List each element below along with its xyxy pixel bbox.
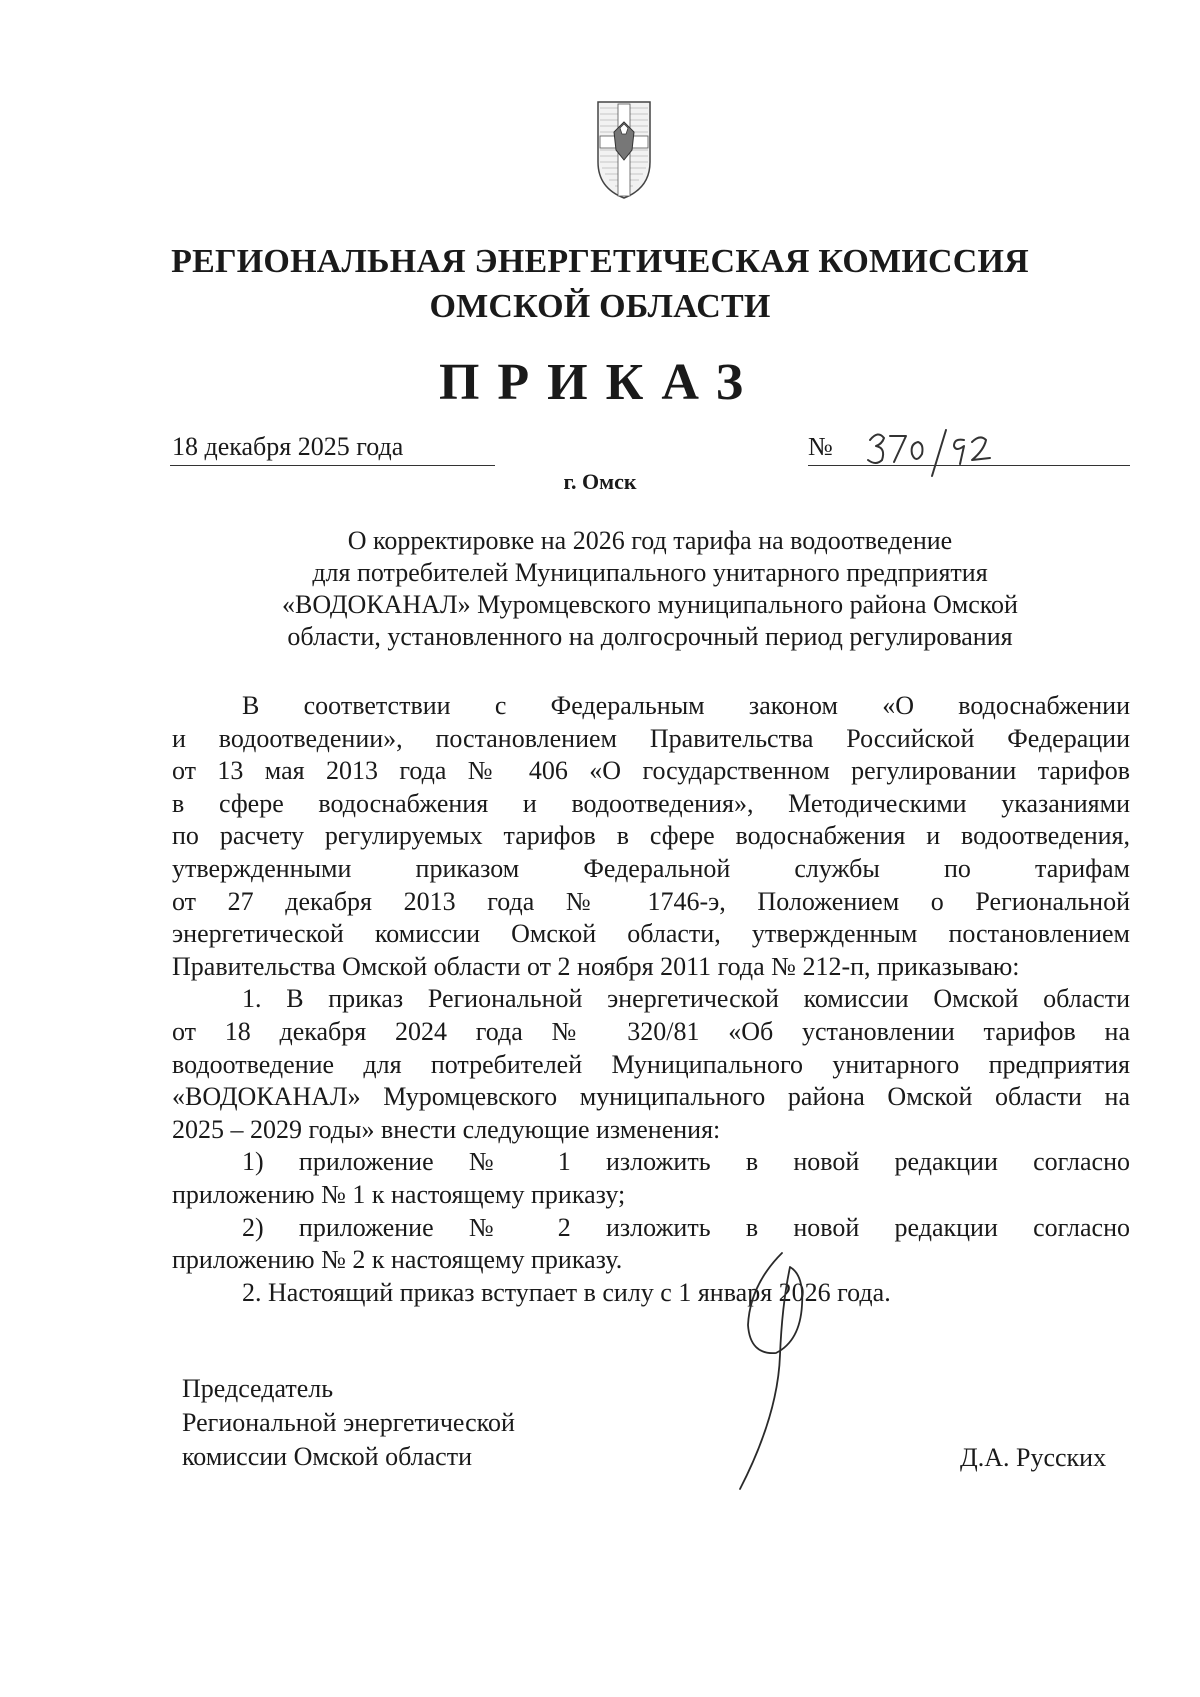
subject-line: области, установленного на долгосрочный период регулирования xyxy=(287,622,1013,651)
body-line: 2. Настоящий приказ вступает в силу с 1 января 2026 года. xyxy=(242,1277,891,1307)
organization-name: РЕГИОНАЛЬНАЯ ЭНЕРГЕТИЧЕСКАЯ КОМИССИЯ xyxy=(171,243,1029,280)
body-line: от 13 мая 2013 года № 406 «О государственном регулировании тарифов xyxy=(172,756,1130,786)
coat-of-arms-icon xyxy=(596,100,652,200)
body-line: энергетической комиссии Омской области, утвержденным постановлением xyxy=(172,919,1130,949)
signatory-line: Председатель xyxy=(182,1374,334,1403)
signatory-name: Д.А. Русских xyxy=(960,1443,1107,1472)
body-line: утвержденными приказом Федеральной службы по тарифам xyxy=(172,853,1130,883)
body-line: по расчету регулируемых тарифов в сфере водоснабжения и водоотведения, xyxy=(172,821,1130,851)
handwritten-signature xyxy=(720,1245,860,1495)
document-number-label: № xyxy=(808,432,833,461)
organization-region: ОМСКОЙ ОБЛАСТИ xyxy=(429,288,771,325)
signatory-line: Региональной энергетической xyxy=(182,1408,515,1437)
document-type-title: ПРИКАЗ xyxy=(438,354,762,411)
date-underline xyxy=(170,465,495,466)
document-body xyxy=(172,690,1130,1309)
body-line: В соответствии с Федеральным законом «О водоснабжении xyxy=(242,691,1130,720)
body-line: приложению № 2 к настоящему приказу. xyxy=(172,1245,623,1275)
body-line: приложению № 1 к настоящему приказу; xyxy=(172,1179,626,1209)
body-line: и водоотведении», постановлением Правительства Российской Федерации xyxy=(172,723,1130,753)
document-subject xyxy=(170,525,1130,653)
body-line: 1) приложение № 1 изложить в новой редакции согласно xyxy=(242,1147,1130,1177)
body-line: 1. В приказ Региональной энергетической комиссии Омской области xyxy=(242,984,1130,1014)
city: г. Омск xyxy=(563,469,637,494)
body-line: «ВОДОКАНАЛ» Муромцевского муниципального района Омской области на xyxy=(172,1082,1130,1112)
subject-line: О корректировке на 2026 год тарифа на водоотведение xyxy=(347,526,953,555)
signatory-line: комиссии Омской области xyxy=(182,1442,472,1471)
document-date: 18 декабря 2025 года xyxy=(172,432,404,461)
body-line: от 18 декабря 2024 года № 320/81 «Об установлении тарифов на xyxy=(172,1016,1130,1046)
body-line: 2) приложение № 2 изложить в новой редакции согласно xyxy=(242,1212,1130,1242)
signatory-title xyxy=(182,1372,515,1474)
body-line: от 27 декабря 2013 года № 1746-э, Положением о Региональной xyxy=(172,886,1130,916)
body-line: в сфере водоснабжения и водоотведения», Методическими указаниями xyxy=(172,788,1130,818)
body-line: Правительства Омской области от 2 ноября 2011 года № 212-п, приказываю: xyxy=(172,951,1020,981)
body-line: 2025 – 2029 годы» внести следующие изменения: xyxy=(172,1114,721,1144)
subject-line: для потребителей Муниципального унитарного предприятия xyxy=(312,558,988,587)
body-line: водоотведение для потребителей Муниципального унитарного предприятия xyxy=(172,1049,1130,1079)
subject-line: «ВОДОКАНАЛ» Муромцевского муниципального района Омской xyxy=(282,590,1018,619)
